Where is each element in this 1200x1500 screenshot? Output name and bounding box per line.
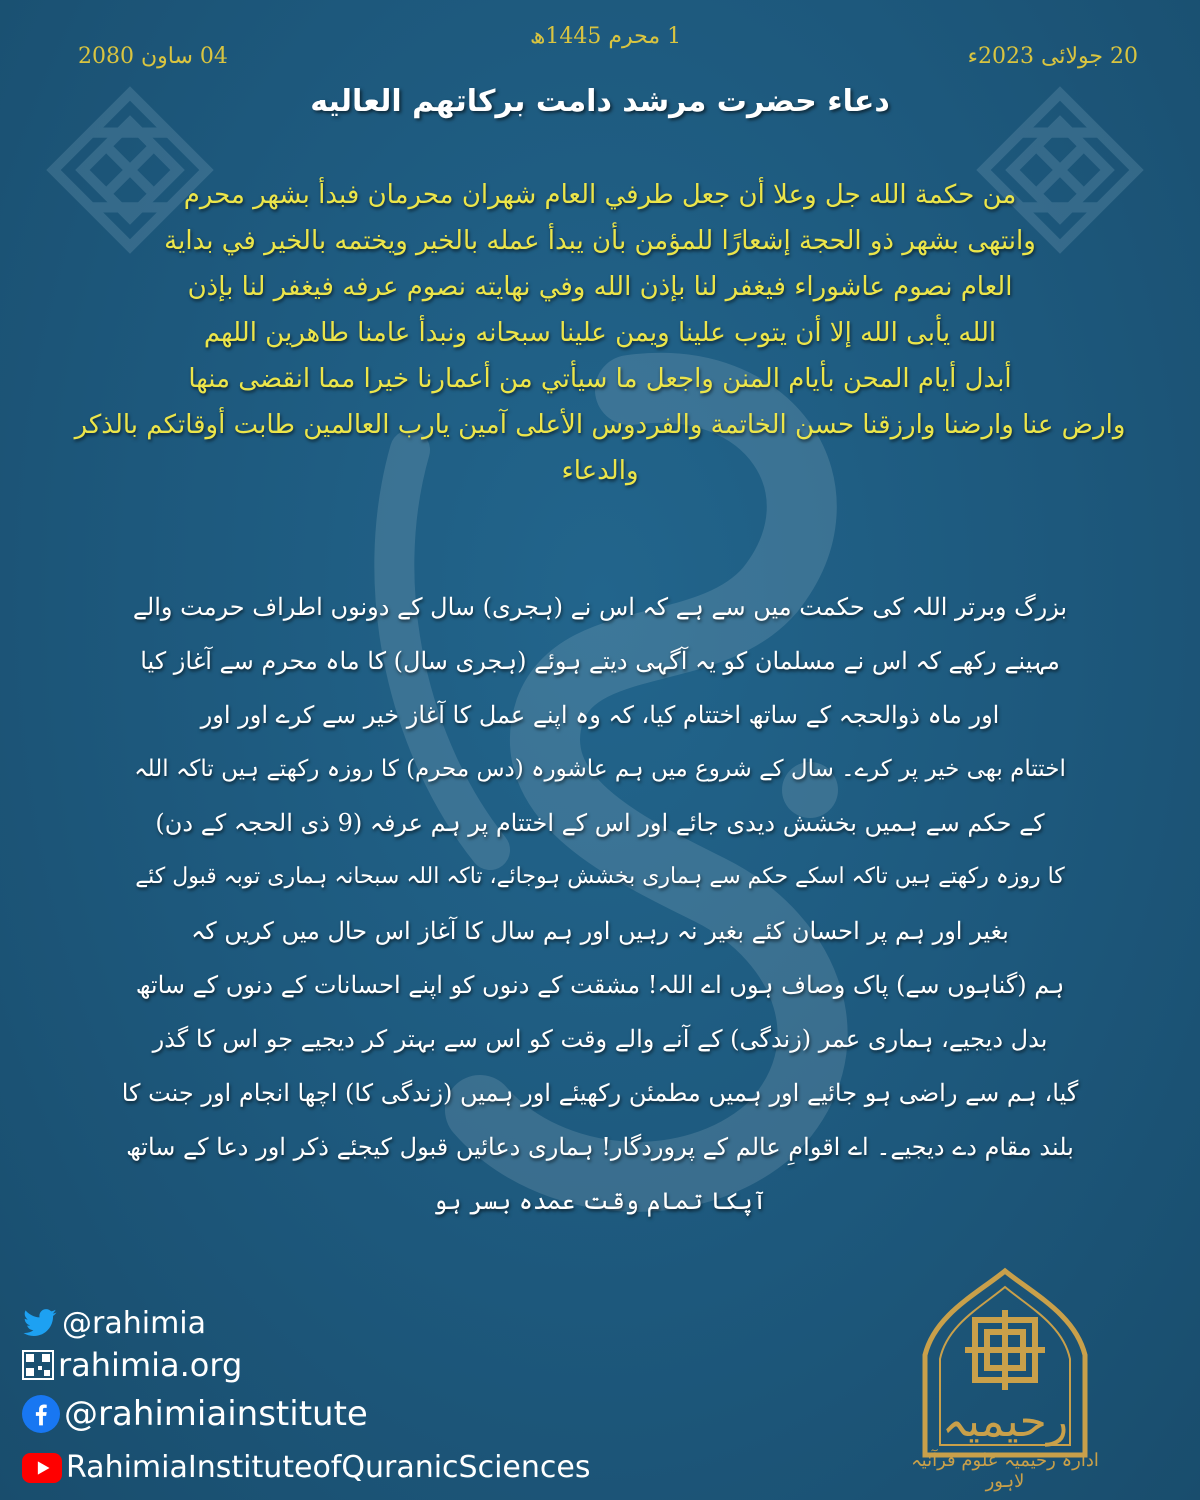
qr-code-icon (22, 1350, 54, 1380)
arabic-line: من حكمة الله جل وعلا أن جعل طرفي العام شهران محرمان فبدأ بشهر محرم (183, 180, 1017, 210)
youtube-channel[interactable] (22, 1450, 590, 1485)
urdu-line: بزرگ وبرتر اللہ کی حکمت میں سے ہے کہ اس نے (ہجری) سال کے دونوں اطراف حرمت والے (132, 593, 1068, 621)
arabic-line: أبدل أيام المحن بأيام المنن واجعل ما سيأتي من أعمارنا خيرا مما انقضى منها (188, 364, 1012, 394)
logo-subtitle: ادارہ رحیمیہ علوم قرآنیہ لاہور (911, 1450, 1099, 1492)
arabic-line: وارض عنا وارضنا وارزقنا حسن الخاتمة والفردوس الأعلى آمين يارب العالمين طابت أوقاتكم بالذكر (74, 410, 1126, 440)
arabic-supplication (60, 172, 1140, 494)
urdu-line: آپکا تمام وقت عمدہ بسر ہو (433, 1187, 767, 1215)
urdu-translation (120, 580, 1080, 1228)
page-title: دعاء حضرت مرشد دامت برکاتهم العاليه (310, 84, 890, 119)
youtube-channel-text: RahimiaInstituteofQuranicSciences (66, 1450, 591, 1485)
urdu-line: اختتام بھی خیر پر کرے۔ سال کے شروع میں ہم عاشورہ (دس محرم) کا روزہ رکھتے ہیں تاکہ اللہ (134, 756, 1066, 782)
arabic-line: العام نصوم عاشوراء فيغفر لنا بإذن الله وفي نهايته نصوم عرفه فيغفر لنا بإذن (187, 272, 1013, 302)
urdu-line: ہم (گناہوں سے) پاک وصاف ہوں اے اللہ! مشقت کے دنوں کو اپنے احسانات کے دنوں کے ساتھ (135, 971, 1065, 999)
arabic-line: وانتهى بشهر ذو الحجة إشعارًا للمؤمن بأن يبدأ عمله بالخير ويختمه بالخير في بداية (164, 226, 1036, 256)
urdu-line: بغیر اور ہم پر احسان کئے بغیر نہ رہیں اور ہم سال کا آغاز اس حال میں کریں کہ (191, 917, 1009, 945)
urdu-line: مہینے رکھے کہ اس نے مسلمان کو یہ آگہی دیتے ہوئے (ہجری سال) کا ماہ محرم سے آغاز کیا (140, 647, 1060, 675)
hijri-date: 1 محرم 1445ھ (530, 24, 682, 49)
bikrami-date: 04 ساون 2080 (78, 44, 228, 69)
urdu-line: اور ماہ ذوالحجہ کے ساتھ اختتام کیا، کہ وہ اپنے عمل کا آغاز خیر سے کرے اور اور (200, 701, 1000, 729)
urdu-line: بدل دیجیے، ہماری عمر (زندگی) کے آنے والے وقت کو اس سے بہتر کر دیجیے جو اس کا گذر (152, 1025, 1048, 1053)
urdu-line: گیا، ہم سے راضی ہو جائیے اور ہمیں مطمئن رکھیئے اور ہمیں (زندگی کا) اچھا انجام اور جنت کا (121, 1079, 1079, 1107)
arabic-line: والدعاء (561, 456, 639, 486)
urdu-line: کے حکم سے ہمیں بخشش دیدی جائے اور اس کے اختتام پر ہم عرفہ (9 ذی الحجہ کے دن) (155, 809, 1045, 837)
arabic-line: الله يأبى الله إلا أن يتوب علينا ويمن علينا سبحانه ونبدأ عامنا طاهرين اللهم (203, 318, 997, 348)
urdu-line: کا روزہ رکھتے ہیں تاکہ اسکے حکم سے ہماری بخشش ہوجائے، تاکہ اللہ سبحانہ ہماری توبہ قبول کئے (135, 864, 1065, 889)
website-text: rahimia.org (58, 1346, 243, 1384)
youtube-icon (22, 1453, 62, 1483)
facebook-handle-text: @rahimiainstitute (64, 1394, 368, 1434)
twitter-icon (22, 1309, 58, 1339)
logo-wordmark: رحیمیہ (941, 1396, 1069, 1447)
twitter-handle[interactable] (22, 1306, 206, 1341)
facebook-icon (22, 1395, 60, 1433)
website-link[interactable] (22, 1346, 242, 1384)
facebook-page[interactable] (22, 1394, 368, 1434)
gregorian-date: 20 جولائی 2023ء (967, 44, 1138, 69)
urdu-line: بلند مقام دے دیجیے۔ اے اقوامِ عالم کے پروردگار! ہماری دعائیں قبول کیجئے ذکر اور دعا کے ساتھ (126, 1133, 1074, 1161)
twitter-handle-text: @rahimia (62, 1306, 207, 1341)
